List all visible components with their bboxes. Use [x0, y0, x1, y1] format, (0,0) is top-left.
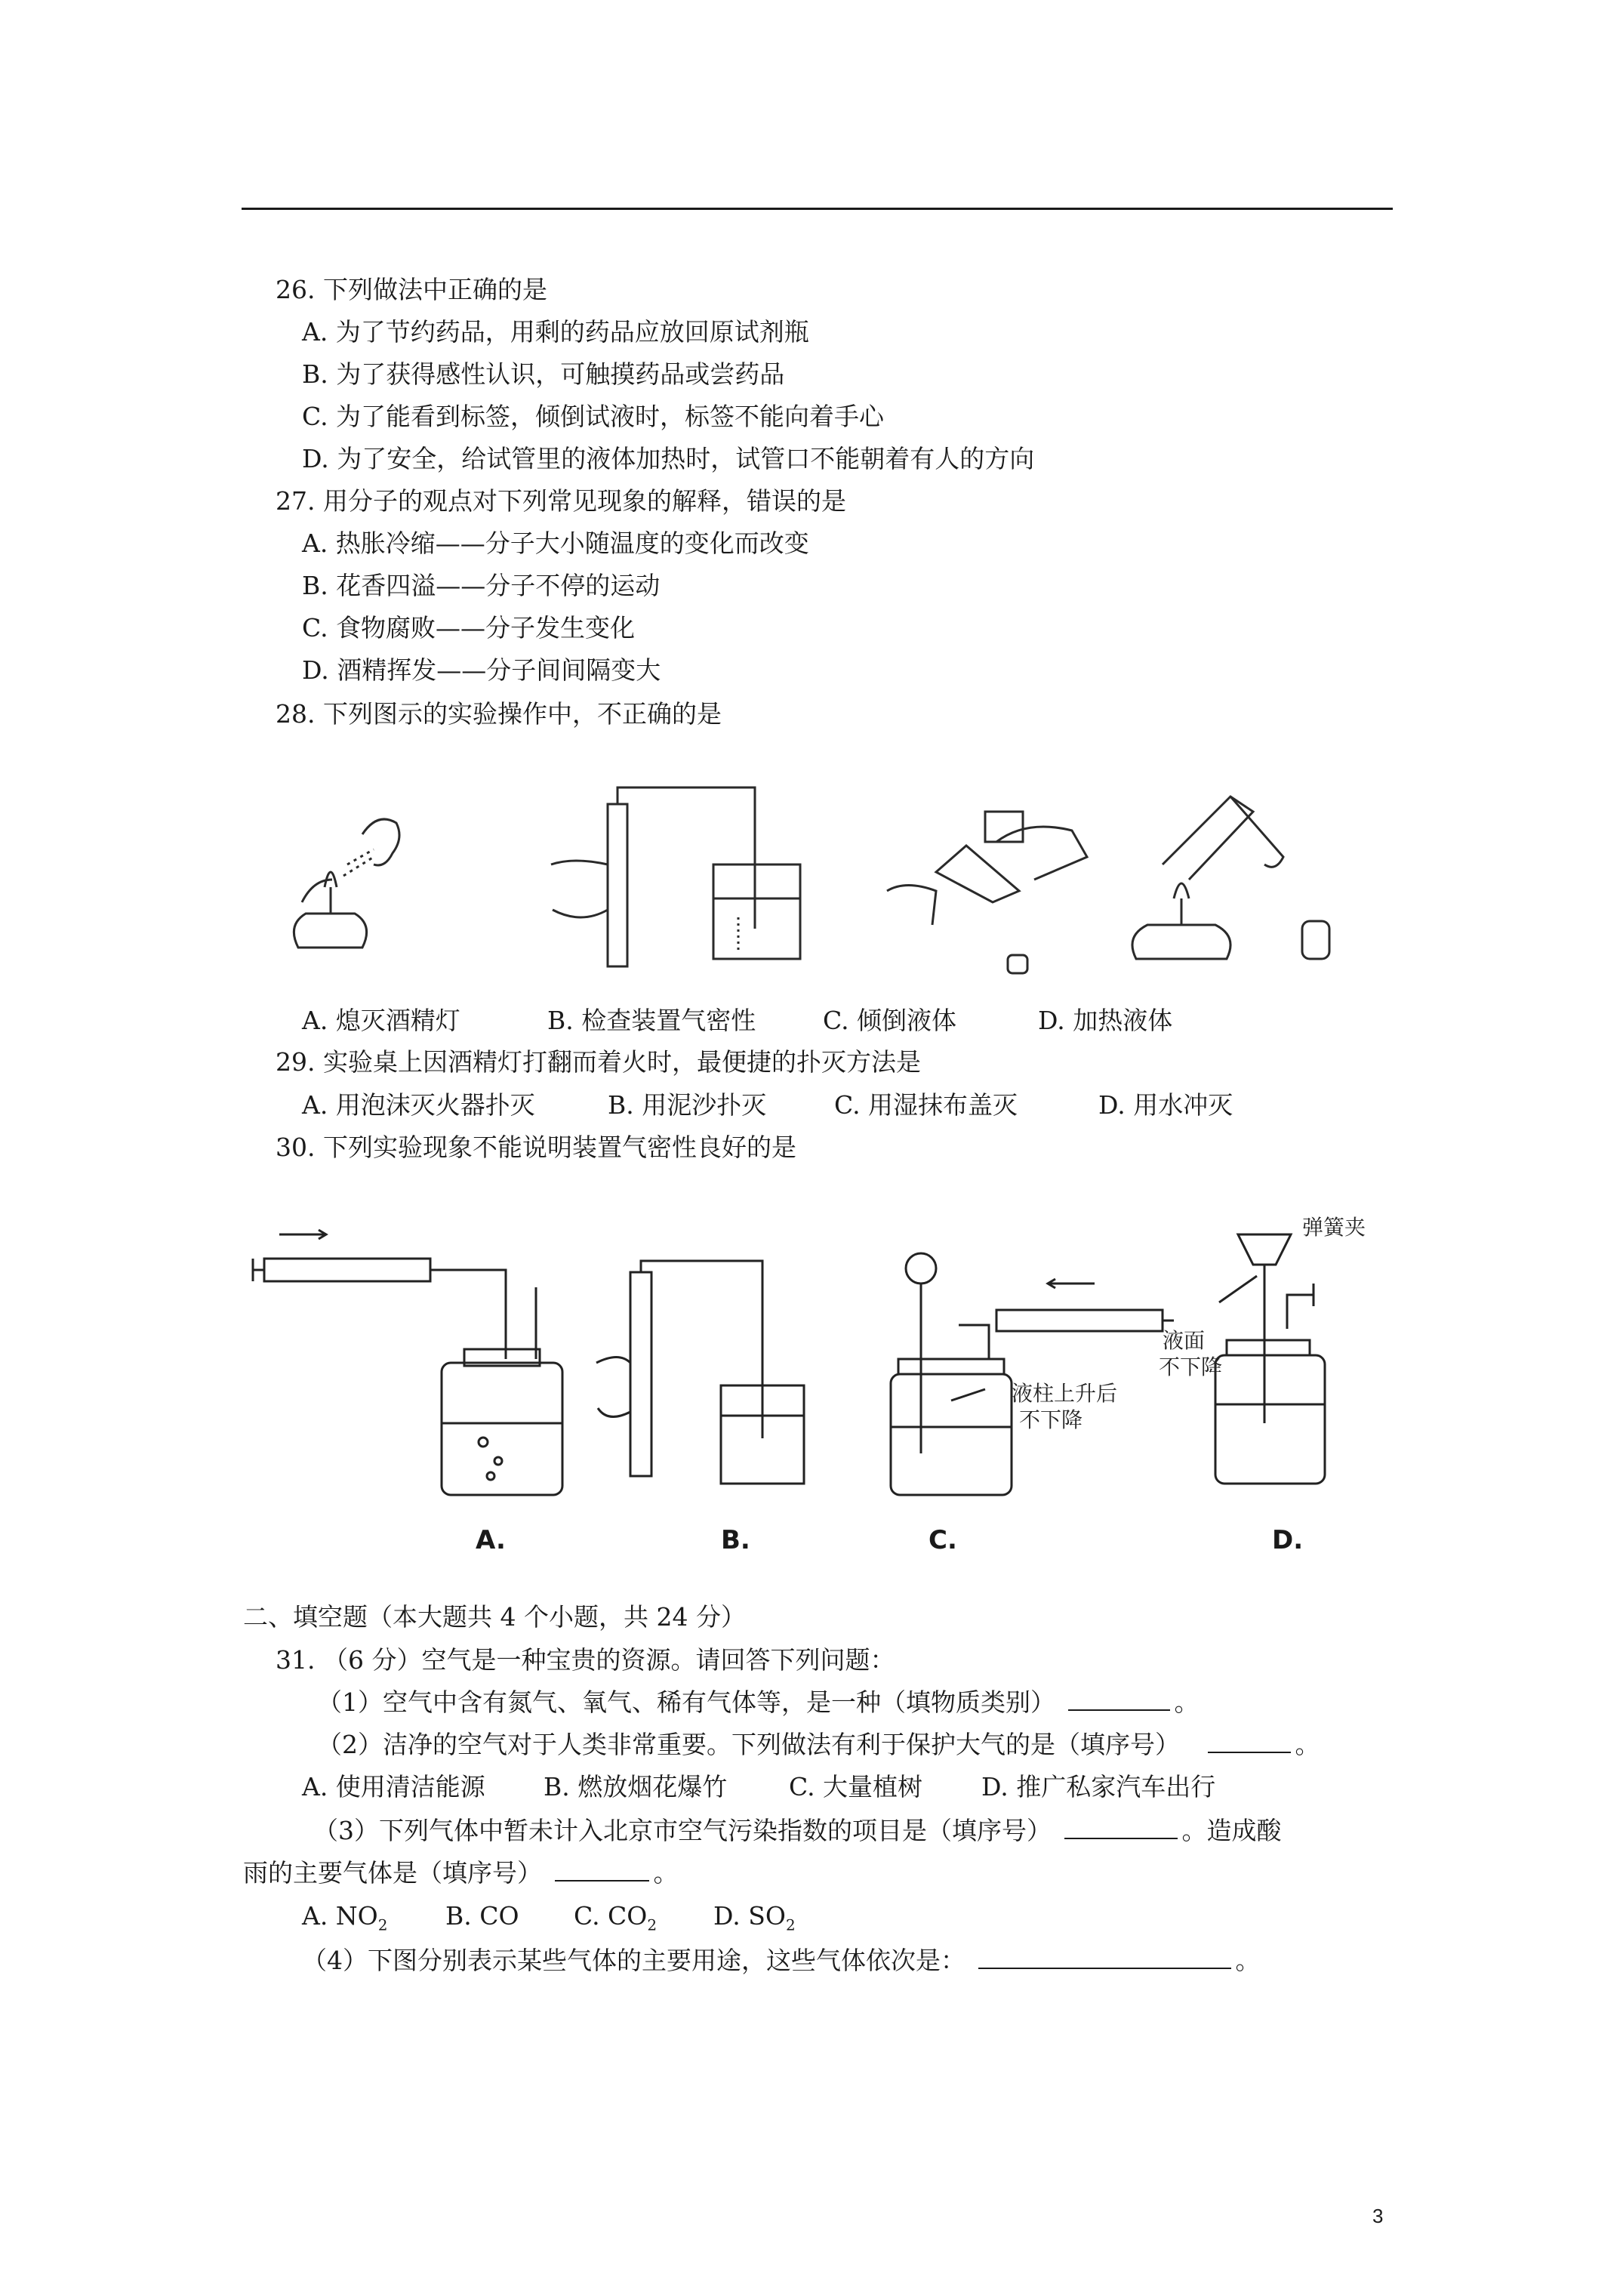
- q31-part1-text: （1）空气中含有氮气、氧气、稀有气体等，是一种（填物质类别）: [317, 1687, 1055, 1717]
- q31-part3-option-a-sub: 2: [377, 1915, 388, 1934]
- q27-option-d: D. 酒精挥发——分子间间隔变大: [302, 655, 661, 685]
- q28-figure-d-heating: [1132, 797, 1329, 959]
- q28-illustrations: [272, 766, 1374, 993]
- q31-stem: 31. （6 分）空气是一种宝贵的资源。请回答下列问题：: [276, 1645, 895, 1675]
- q28-figure-a-lamp-blowing: [294, 819, 399, 948]
- q30-figure-d-clamp: [1215, 1234, 1325, 1484]
- q31-part2-blank: [1208, 1729, 1291, 1753]
- q31-part2-text: （2）洁净的空气对于人类非常重要。下列做法有利于保护大气的是（填序号）: [317, 1730, 1180, 1759]
- q31-part2-end: 。: [1295, 1730, 1320, 1759]
- q30-c-label-line1: 液柱上升后: [1012, 1381, 1118, 1406]
- q31-part4-blank: [978, 1945, 1231, 1969]
- q30-caption-d: D.: [1272, 1525, 1304, 1555]
- q28-option-a: A. 熄灭酒精灯: [302, 1006, 460, 1035]
- q31-part4-text: （4）下图分别表示某些气体的主要用途，这些气体依次是：: [302, 1946, 965, 1975]
- q30-d-clamp-label: 弹簧夹: [1302, 1215, 1366, 1240]
- q31-part3a-text: （3）下列气体中暂未计入北京市空气污染指数的项目是（填序号）: [313, 1816, 1052, 1845]
- q27-stem: 27. 用分子的观点对下列常见现象的解释，错误的是: [276, 486, 846, 516]
- q28-figure-c-pouring: [887, 812, 1087, 973]
- q31-part2-option-d: D. 推广私家汽车出行: [981, 1772, 1216, 1801]
- q30-figure-b-hand-tube: [596, 1261, 804, 1484]
- q26-option-d: D. 为了安全，给试管里的液体加热时，试管口不能朝着有人的方向: [302, 444, 1035, 473]
- q30-caption-c: C.: [929, 1525, 957, 1555]
- page-number: 3: [1372, 2205, 1384, 2227]
- q30-c-label-line2: 不下降: [1019, 1407, 1083, 1432]
- q28-figure-b-airtightness: [551, 787, 800, 966]
- q31-part2-option-b: B. 燃放烟花爆竹: [544, 1772, 728, 1801]
- q31-part1-blank: [1068, 1687, 1170, 1711]
- q31-part3-option-a: [302, 1900, 387, 1942]
- q29-option-c: C. 用湿抹布盖灭: [834, 1090, 1018, 1120]
- q31-part3b-blank: [555, 1857, 649, 1881]
- q30-caption-a: A.: [476, 1525, 506, 1555]
- q26-option-c: C. 为了能看到标签，倾倒试液时，标签不能向着手心: [302, 402, 885, 431]
- q31-part4-end: 。: [1235, 1946, 1261, 1975]
- q29-option-b: B. 用泥沙扑灭: [608, 1090, 767, 1120]
- q30-d-label-line1: 液面: [1163, 1328, 1206, 1353]
- q27-option-a: A. 热胀冷缩——分子大小随温度的变化而改变: [302, 529, 809, 558]
- section2-heading: 二、填空题（本大题共 4 个小题，共 24 分）: [243, 1602, 746, 1632]
- q30-stem: 30. 下列实验现象不能说明装置气密性良好的是: [276, 1133, 796, 1162]
- q27-option-b: B. 花香四溢——分子不停的运动: [302, 571, 661, 600]
- q30-d-label-line2: 不下降: [1159, 1354, 1223, 1379]
- q28-stem: 28. 下列图示的实验操作中，不正确的是: [276, 699, 722, 729]
- q31-part2: [317, 1728, 1320, 1761]
- q31-part3-option-a-base: A. NO: [302, 1901, 378, 1931]
- q31-part3-option-c: [574, 1900, 657, 1942]
- q30-figure-a-syringe: [253, 1230, 562, 1495]
- q29-option-d: D. 用水冲灭: [1098, 1090, 1233, 1120]
- q30-illustrations: [249, 1212, 1381, 1506]
- q31-part4: [302, 1944, 1261, 1977]
- q31-part3a-blank: [1064, 1815, 1178, 1839]
- q31-part3a-tail: 。造成酸: [1181, 1816, 1282, 1845]
- q31-part3-option-d-sub: 2: [785, 1915, 796, 1934]
- q31-part2-option-c: C. 大量植树: [789, 1772, 923, 1801]
- q28-option-d: D. 加热液体: [1038, 1006, 1173, 1035]
- q31-part1-end: 。: [1174, 1687, 1200, 1717]
- q30-caption-b: B.: [721, 1525, 750, 1555]
- q31-part3-option-b-base: B. CO: [445, 1901, 519, 1931]
- q31-part3-option-b: [445, 1900, 519, 1942]
- q29-option-a: A. 用泡沫灭火器扑灭: [302, 1090, 535, 1120]
- q31-part3-option-d-base: D. SO: [713, 1901, 786, 1931]
- q26-option-b: B. 为了获得感性认识，可触摸药品或尝药品: [302, 359, 785, 389]
- q31-part3b-end: 。: [653, 1858, 679, 1888]
- q31-part3b-text: 雨的主要气体是（填序号）: [243, 1858, 542, 1888]
- q31-part3-option-d: [713, 1900, 796, 1942]
- q27-option-c: C. 食物腐败——分子发生变化: [302, 613, 636, 643]
- q31-part2-option-a: A. 使用清洁能源: [302, 1772, 485, 1801]
- q31-part3-option-c-sub: 2: [647, 1915, 658, 1934]
- q30-figure-c-funnel: [891, 1253, 1174, 1495]
- q26-stem: 26. 下列做法中正确的是: [276, 275, 547, 304]
- q28-option-c: C. 倾倒液体: [823, 1006, 957, 1035]
- q31-part3a: [313, 1814, 1282, 1848]
- q26-option-a: A. 为了节约药品，用剩的药品应放回原试剂瓶: [302, 317, 809, 347]
- header-rule: [242, 208, 1393, 210]
- q29-stem: 29. 实验桌上因酒精灯打翻而着火时，最便捷的扑灭方法是: [276, 1047, 921, 1077]
- q31-part1: [317, 1686, 1200, 1719]
- q31-part3b: [243, 1857, 679, 1890]
- q28-option-b: B. 检查装置气密性: [547, 1006, 756, 1035]
- q31-part3-option-c-base: C. CO: [574, 1901, 648, 1931]
